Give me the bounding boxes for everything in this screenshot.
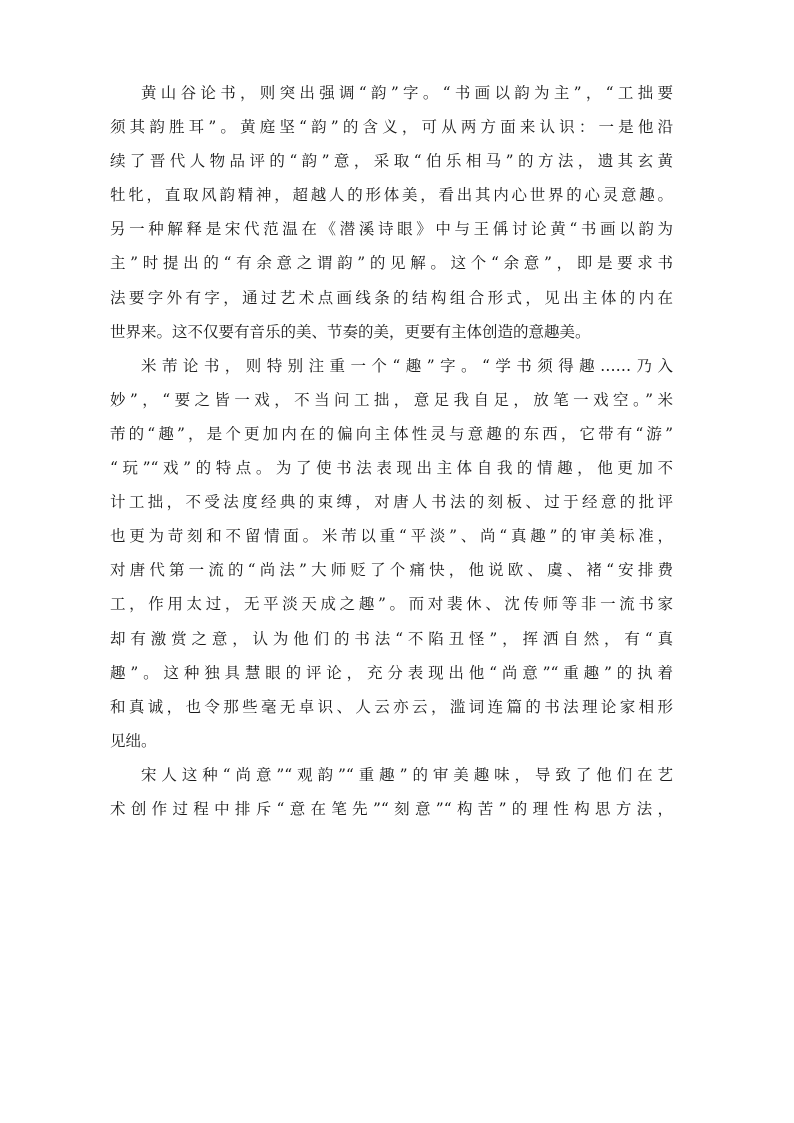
paragraph-song-aesthetics (110, 758, 673, 826)
text-line: 牡牝，直取风韵精神，超越人的形体美，看出其内心世界的心灵意趣。 (110, 186, 673, 205)
text-line: 世界来。这不仅要有音乐的美、节奏的美，更要有主体创造的意趣美。 (110, 322, 591, 341)
text-line: 芾的“趣”，是个更加内在的偏向主体性灵与意趣的东西，它带有“游” (110, 424, 673, 443)
text-line: 米芾论书，则特别注重一个“趣”字。“学书须得趣……乃入 (141, 356, 673, 375)
text-line: 另一种解释是宋代范温在《潜溪诗眼》中与王偁讨论黄“书画以韵为 (110, 220, 673, 239)
text-line: 术创作过程中排斥“意在笔先”“刻意”“构苦”的理性构思方法， (110, 799, 673, 818)
text-line: “玩”“戏”的特点。为了使书法表现出主体自我的情趣，他更加不 (110, 459, 673, 478)
text-line: 黄山谷论书，则突出强调“韵”字。“书画以韵为主”，“工拙要 (141, 84, 673, 102)
text-line: 法要字外有字，通过艺术点画线条的结构组合形式，见出主体的内在 (110, 288, 673, 307)
paragraph-mi-fu (110, 349, 673, 758)
document-page (110, 76, 673, 826)
text-line: 宋人这种“尚意”“观韵”“重趣”的审美趣味，导致了他们在艺 (141, 765, 673, 784)
text-line: 也更为苛刻和不留情面。米芾以重“平淡”、尚“真趣”的审美标准， (110, 527, 673, 546)
text-line: 工，作用太过，无平淡天成之趣”。而对裴休、沈传师等非一流书家 (110, 595, 673, 614)
text-line: 续了晋代人物品评的“韵”意，采取“伯乐相马”的方法，遗其玄黄 (110, 152, 673, 171)
text-line: 趣”。这种独具慧眼的评论，充分表现出他“尚意”“重趣”的执着 (110, 663, 673, 682)
text-line: 却有激赏之意，认为他们的书法“不陷丑怪”，挥洒自然，有“真 (110, 629, 673, 648)
text-line: 对唐代第一流的“尚法”大师贬了个痛快，他说欧、虞、褚“安排费 (110, 561, 673, 580)
text-line: 计工拙，不受法度经典的束缚，对唐人书法的刻板、过于经意的批评 (110, 493, 673, 512)
text-line: 主”时提出的“有余意之谓韵”的见解。这个“余意”，即是要求书 (110, 254, 673, 273)
text-line: 见绌。 (110, 731, 157, 750)
paragraph-huang-shangu (110, 76, 673, 349)
text-line: 须其韵胜耳”。黄庭坚“韵”的含义，可从两方面来认识：一是他沿 (110, 118, 673, 137)
text-line: 和真诚，也令那些毫无卓识、人云亦云，滥词连篇的书法理论家相形 (110, 697, 673, 716)
text-line: 妙”，“要之皆一戏，不当问工拙，意足我自足，放笔一戏空。”米 (110, 390, 673, 409)
